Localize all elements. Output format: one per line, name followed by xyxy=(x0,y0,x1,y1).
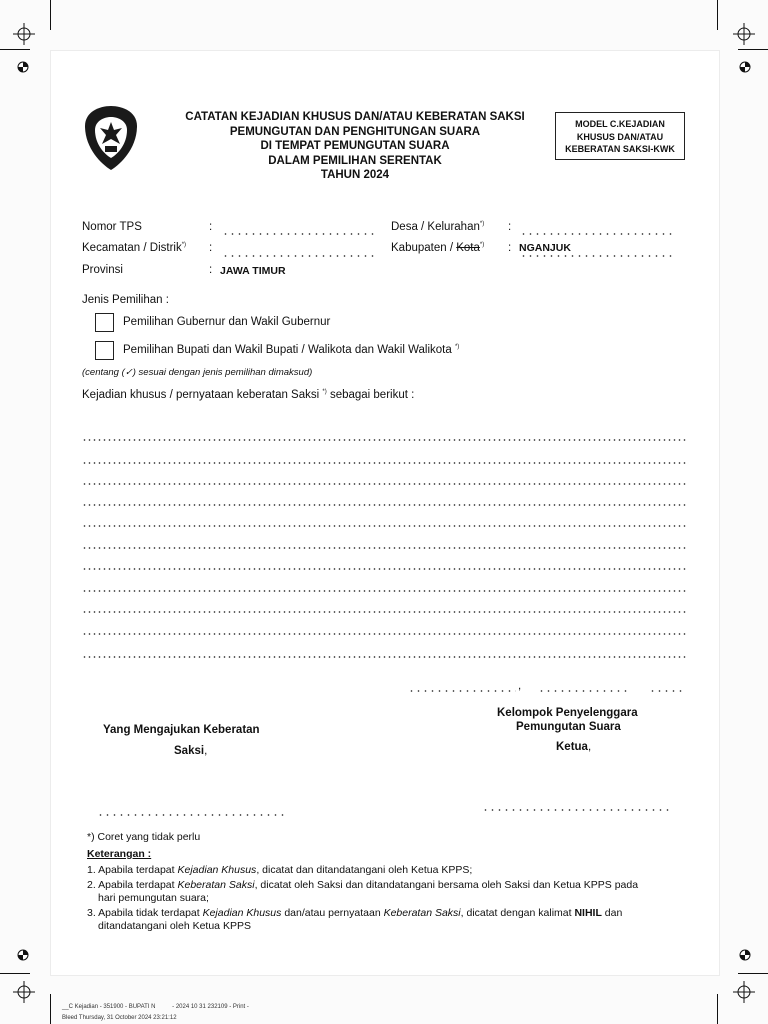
statement-line[interactable] xyxy=(82,483,686,485)
desa-field[interactable] xyxy=(520,233,674,235)
left-role-text: Saksi xyxy=(174,745,205,757)
statement-line[interactable] xyxy=(82,568,686,570)
trim-mark xyxy=(738,973,768,974)
model-line: KHUSUS DAN/ATAU xyxy=(576,131,664,142)
checkbox-bupati[interactable] xyxy=(95,341,114,360)
asterisk-mark: *) xyxy=(479,242,485,249)
kecamatan-text: Kecamatan / Distrik xyxy=(82,242,182,254)
statement-line[interactable] xyxy=(82,439,686,441)
checkbox-gubernur[interactable] xyxy=(95,313,114,332)
item2-italic: Keberatan Saksi xyxy=(177,879,255,891)
colon: : xyxy=(508,242,512,254)
trim-mark xyxy=(717,0,718,30)
option-gubernur: Pemilihan Gubernur dan Wakil Gubernur xyxy=(123,316,331,328)
left-role-comma: , xyxy=(204,745,208,757)
coret-note: *) Coret yang tidak perlu xyxy=(87,831,201,843)
kabupaten-value: NGANJUK xyxy=(519,242,571,254)
title-line: DALAM PEMILIHAN SERENTAK xyxy=(268,154,442,167)
item1-text: 1. Apabila terdapat xyxy=(87,864,178,876)
trim-mark xyxy=(0,973,30,974)
item3-bold: NIHIL xyxy=(574,907,602,919)
kabupaten-field[interactable] xyxy=(520,255,674,257)
title-line: PEMUNGUTAN DAN PENGHITUNGAN SUARA xyxy=(229,125,481,138)
kabupaten-text: Kabupaten / xyxy=(391,242,454,254)
jenis-pemilihan-label: Jenis Pemilihan : xyxy=(82,294,169,306)
statement-label xyxy=(82,389,414,401)
model-line: KEBERATAN SAKSI-KWK xyxy=(565,144,675,154)
kecamatan-label xyxy=(82,242,186,254)
provinsi-label: Provinsi xyxy=(82,264,123,276)
nomor-tps-label: Nomor TPS xyxy=(82,221,142,233)
asterisk-mark: *) xyxy=(181,242,187,249)
colon: : xyxy=(508,221,512,233)
model-line: MODEL C.KEJADIAN xyxy=(575,119,665,129)
right-signatory-title-1: Kelompok Penyelenggara xyxy=(497,707,638,719)
statement-line[interactable] xyxy=(82,525,686,527)
left-signature-field[interactable] xyxy=(97,814,287,816)
item3-italic: Keberatan Saksi xyxy=(383,907,461,919)
statement-suffix: sebagai berikut : xyxy=(329,389,415,401)
trim-mark xyxy=(50,994,51,1024)
keterangan-item-2-cont: hari pemungutan suara; xyxy=(98,892,209,904)
trim-mark xyxy=(50,0,51,30)
document-title xyxy=(160,110,550,183)
item3-text: 3. Apabila tidak terdapat xyxy=(87,907,203,919)
nomor-tps-field[interactable] xyxy=(222,233,376,235)
place-comma: , xyxy=(518,680,522,692)
statement-line[interactable] xyxy=(82,656,686,658)
statement-line[interactable] xyxy=(82,611,686,613)
date-field[interactable] xyxy=(538,690,630,692)
item2-text: , dicatat oleh Saksi dan ditandatangani bersama oleh Saksi dan Ketua KPPS pada xyxy=(254,879,639,891)
keterangan-item-3 xyxy=(87,907,622,921)
statement-prefix: Kejadian khusus / pernyataan keberatan Saksi xyxy=(82,389,320,401)
right-role-text: Ketua xyxy=(556,741,588,753)
item3-text: dan xyxy=(601,907,623,919)
title-line: CATATAN KEJADIAN KHUSUS DAN/ATAU KEBERATAN SAKSI xyxy=(185,111,525,123)
asterisk-mark: *) xyxy=(479,221,485,228)
item1-text: , dicatat dan ditandatangani oleh Ketua KPPS; xyxy=(256,864,473,876)
keterangan-item-3-cont: ditandatangani oleh Ketua KPPS xyxy=(98,920,251,932)
statement-line[interactable] xyxy=(82,590,686,592)
trim-mark xyxy=(738,49,768,50)
right-signatory-role xyxy=(556,741,591,753)
registration-mark-icon xyxy=(13,981,35,1003)
item3-text: , dicatat dengan kalimat xyxy=(460,907,575,919)
registration-dot-icon xyxy=(739,949,751,961)
right-signature-field[interactable] xyxy=(482,809,672,811)
print-info-line-2: Bleed Thursday, 31 October 2024 23:21:12 xyxy=(62,1015,177,1021)
statement-line[interactable] xyxy=(82,633,686,635)
asterisk-mark: *) xyxy=(322,389,327,396)
desa-label xyxy=(391,221,484,233)
colon: : xyxy=(209,221,213,233)
model-box xyxy=(555,112,685,160)
print-info-line-1: __C Kejadian - 351900 - BUPATI N - 2024 10 31 232109 - Print - xyxy=(62,1004,249,1010)
keterangan-heading: Keterangan : xyxy=(87,848,152,860)
kota-strikethrough: Kota xyxy=(456,242,480,254)
registration-mark-icon xyxy=(733,981,755,1003)
option-bupati-text: Pemilihan Bupati dan Wakil Bupati / Walikota dan Wakil Walikota xyxy=(123,344,452,356)
keterangan-item-1 xyxy=(87,864,472,878)
trim-mark xyxy=(0,49,30,50)
keterangan-item-2 xyxy=(87,879,638,893)
registration-mark-icon xyxy=(13,23,35,45)
title-line: TAHUN 2024 xyxy=(320,169,390,182)
right-role-comma: , xyxy=(587,741,592,753)
colon: : xyxy=(209,242,213,254)
registration-dot-icon xyxy=(17,949,29,961)
registration-mark-icon xyxy=(733,23,755,45)
item3-text: dan/atau pernyataan xyxy=(281,907,384,919)
right-signatory-title-2: Pemungutan Suara xyxy=(516,721,621,733)
title-line: DI TEMPAT PEMUNGUTAN SUARA xyxy=(260,140,450,153)
kecamatan-field[interactable] xyxy=(222,255,376,257)
year-field[interactable] xyxy=(649,690,685,692)
left-signatory-role xyxy=(174,745,207,757)
option-bupati xyxy=(123,344,459,356)
statement-line[interactable] xyxy=(82,547,686,549)
trim-mark xyxy=(717,994,718,1024)
place-field[interactable] xyxy=(408,690,516,692)
registration-dot-icon xyxy=(739,61,751,73)
colon: : xyxy=(209,264,213,276)
item1-italic: Kejadian Khusus xyxy=(177,864,257,876)
registration-dot-icon xyxy=(17,61,29,73)
kpu-logo xyxy=(81,104,141,172)
item3-italic: Kejadian Khusus xyxy=(202,907,282,919)
left-signatory-title: Yang Mengajukan Keberatan xyxy=(103,724,260,736)
provinsi-value: JAWA TIMUR xyxy=(220,265,286,277)
desa-text: Desa / Kelurahan xyxy=(391,221,480,233)
item2-text: 2. Apabila terdapat xyxy=(87,879,178,891)
statement-line[interactable] xyxy=(82,462,686,464)
election-note: (centang (✓) sesuai dengan jenis pemilihan dimaksud) xyxy=(82,367,313,378)
kabupaten-label xyxy=(391,242,484,254)
asterisk-mark: *) xyxy=(454,344,460,351)
statement-line[interactable] xyxy=(82,504,686,506)
